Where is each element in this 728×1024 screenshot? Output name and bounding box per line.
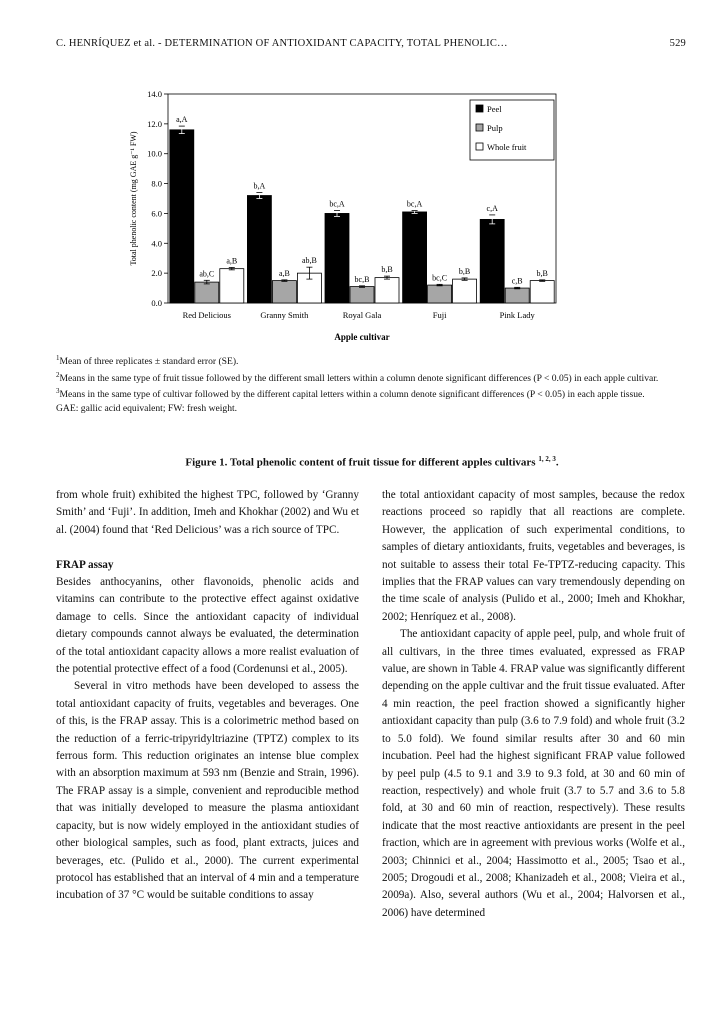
y-axis-label: Total phenolic content (mg GAE g⁻¹ FW): [129, 131, 138, 266]
legend-label: Peel: [487, 104, 502, 114]
legend-label: Pulp: [487, 123, 503, 133]
y-tick-label: 14.0: [147, 89, 162, 99]
y-tick-label: 8.0: [151, 178, 162, 189]
data-label: bc,A: [406, 199, 423, 209]
data-label: b,B: [458, 266, 471, 276]
running-title: C. HENRÍQUEZ et al. - DETERMINATION OF ANTIOXIDANT CAPACITY, TOTAL PHENOLIC…: [56, 38, 508, 49]
paragraph: Several in vitro methods have been developed to assess the total antioxidant capacity of fruits, vegetables and beverages. One of this, is the FRAP assay. This is a colorimetric method based on the reduction of a ferric-tripyridyltriazine (TPTZ) complex to its ferrous form. This reduction originates an intense blue complex with an absorption maximum at 593 nm (Benzie and Strain, 1996). The FRAP assay is a simple, convenient and reproducible method that was initially developed to measure the plasma antioxidant capacity, but is now widely employed in the antioxidant studies of other biological samples, such as food, plant extracts, juices and beverages, etc. (Pulido et al., 2000). The current experimental protocol has established that an interval of 4 min and a temperature incubation of 37 °C would be suitable conditions to assay: [56, 680, 359, 902]
paragraph: from whole fruit) exhibited the highest TPC, followed by ‘Granny Smith’ and ‘Fuji’. In addition, Imeh and Khokhar (2002) and Wu et al. (2004) found that ‘Red Delicious’ was a rich source of TPC.: [56, 489, 359, 536]
x-tick-label: Granny Smith: [260, 310, 309, 320]
bar-pulp: [350, 287, 374, 303]
y-tick-label: 0.0: [151, 298, 162, 308]
x-tick-label: Pink Lady: [499, 310, 535, 320]
data-label: c,B: [511, 276, 523, 286]
bar-whole-fruit: [530, 281, 554, 303]
legend-swatch: [476, 124, 483, 131]
bar-peel: [247, 196, 271, 303]
data-label: bc,A: [329, 199, 345, 209]
footnote-2: $^2$Means in the same type of fruit tissue followed by the different small letters within a column denote significant differences (P < 0.05) in each apple cultivar.: [56, 370, 659, 384]
legend-label: Whole fruit: [487, 142, 527, 152]
footnote-1: $^1$Mean of three replicates ± standard error (SE).: [56, 354, 239, 368]
bar-pulp: [428, 285, 452, 303]
bar-pulp: [195, 282, 219, 303]
bar-pulp: [272, 281, 296, 303]
y-tick-label: 2.0: [151, 268, 162, 279]
bar-pulp: [505, 288, 529, 303]
section-heading: FRAP assay: [56, 558, 114, 571]
y-tick-label: 10.0: [147, 148, 162, 159]
bar-whole-fruit: [453, 279, 477, 303]
data-label: ab,C: [199, 269, 215, 279]
paragraph: Besides anthocyanins, other flavonoids, phenolic acids and vitamins can contribute to the protective effect against oxidative damage to cells. Since the antioxidant capacity of individual dietary compounds cannot always be evaluated, the determination of the total antioxidant capacity allows a more realist evaluation of the potential protective effect of a food (Cordenunsi et al., 2005).: [56, 576, 359, 676]
y-tick-label: 6.0: [151, 208, 162, 219]
paragraph: the total antioxidant capacity of most samples, because the redox reactions proceed so rapidly that all reactions are complete. However, the application of such experimental conditions, to samples of dietary antioxidants, fruits, vegetables and beverages, is not suitable to assess their total Fe-TPTZ-reducing capacity. This implies that the FRAP values can vary tremendously depending on the time scale of analysis (Pulido et al., 2000; Imeh and Khokhar, 2002; Henríquez et al., 2008).: [382, 489, 685, 623]
data-label: bc,C: [432, 273, 448, 283]
data-label: b,B: [536, 268, 548, 278]
paragraph: The antioxidant capacity of apple peel, pulp, and whole fruit of all cultivars, in the three times evaluated, expressed as FRAP value, are shown in Table 4. FRAP value was significantly different depending on the apple cultivar and the fruit tissue evaluated. After 4 min reaction, the peel fraction showed a significantly higher antioxidant capacity than pulp (3.6 to 7.9 fold) and whole fruit (3.2 to 5.0 fold). We found similar results after 30 and 60 min incubation. Peel had the highest significant FRAP value followed by peel pulp (4.5 to 9.1 and 3.9 to 9.3 fold, at 30 and 60 min of reaction, respectively) and whole fruit (3.7 to 5.7 and 3.6 to 5.8 fold, at 30 and 60 min of reaction, respectively). These results indicate that the most reactive antioxidants are present in the peel fraction, which are in agreement with previous works (Wolfe et al., 2003; Chinnici et al., 2004; Hassimotto et al., 2005; Tsao et al., 2005; Drogoudi et al., 2008; Khanizadeh et al., 2008; Vieira et al., 2009a). Also, several authors (Wu et al., 2004; Halvorsen et al., 2006) have determined: [382, 628, 685, 919]
footnote-abbrev: GAE: gallic acid equivalent; FW: fresh weight.: [56, 402, 238, 414]
bar-peel: [325, 213, 349, 303]
bar-whole-fruit: [375, 278, 399, 303]
running-head: [56, 38, 686, 49]
bar-peel: [480, 219, 504, 303]
y-tick-label: 12.0: [147, 118, 162, 129]
bar-peel: [170, 130, 194, 303]
bar-peel: [403, 212, 427, 303]
x-tick-label: Royal Gala: [342, 310, 382, 320]
bar-whole-fruit: [220, 269, 244, 303]
legend-swatch: [476, 105, 483, 112]
data-label: b,A: [253, 181, 266, 191]
data-label: a,B: [278, 268, 290, 278]
x-tick-label: Fuji: [432, 310, 447, 320]
data-label: b,B: [381, 265, 393, 275]
x-tick-label: Red Delicious: [182, 310, 232, 320]
x-axis-label: Apple cultivar: [334, 332, 390, 342]
right-column: [382, 487, 685, 922]
data-label: ab,B: [301, 256, 317, 266]
figure-footnotes: [56, 352, 688, 415]
y-tick-label: 4.0: [151, 238, 162, 249]
phenolic-bar-chart: [120, 84, 570, 346]
page-number: 529: [669, 38, 686, 49]
data-label: bc,B: [354, 274, 370, 284]
left-column: [56, 487, 359, 905]
footnote-3: $^3$Means in the same type of cultivar followed by the different capital letters within a column denote significant differences (P < 0.05) in each apple tissue.: [56, 387, 645, 401]
legend-swatch: [476, 143, 483, 150]
data-label: a,B: [226, 256, 238, 266]
data-label: c,A: [486, 203, 498, 213]
data-label: a,A: [176, 115, 188, 125]
figure-caption: Figure 1. Total phenolic content of fruit tissue for different apples cultivars $^{1, 2, 3}$.: [185, 455, 559, 469]
